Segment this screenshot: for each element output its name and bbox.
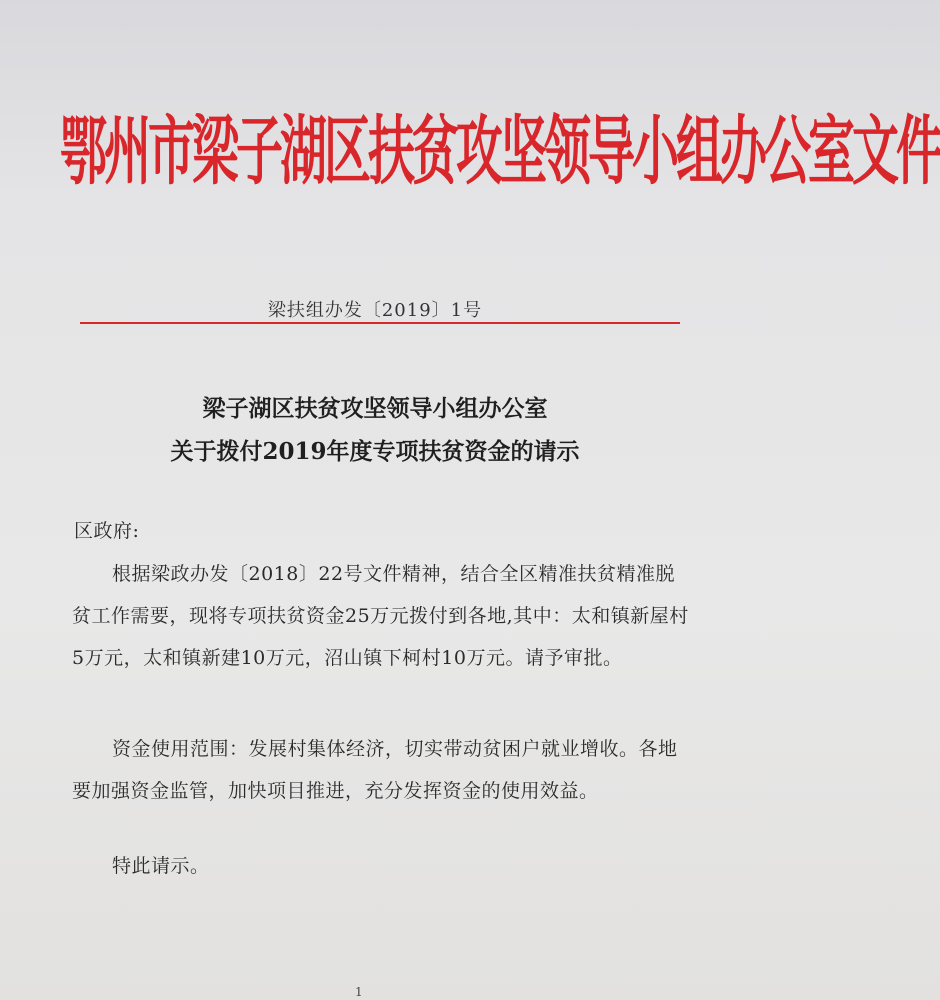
body-paragraph-usage-scope: 资金使用范围：发展村集体经济，切实带动贫困户就业增收。各地要加强资金监管，加快项目推进，充分发挥资金的使用效益。 bbox=[72, 738, 678, 802]
body-paragraph-funding: 根据梁政办发〔2018〕22号文件精神，结合全区精准扶贫精准脱贫工作需要，现将专项扶贫资金25万元拨付到各地,其中：太和镇新屋村5万元，太和镇新建10万元，沼山镇下柯村10万元。请予审批。 bbox=[72, 563, 689, 669]
red-divider-line bbox=[80, 322, 680, 324]
request-title-line-2: 关于拨付2019年度专项扶贫资金的请示 bbox=[170, 438, 580, 465]
document-header-title: 鄂州市梁子湖区扶贫攻坚领导小组办公室文件 bbox=[60, 108, 940, 196]
body-paragraph-closing: 特此请示。 bbox=[112, 855, 210, 877]
document-number: 梁扶组办发〔2019〕1号 bbox=[267, 300, 483, 321]
page-number: 1 bbox=[355, 985, 363, 999]
salutation: 区政府: bbox=[74, 520, 140, 542]
request-title-line-1: 梁子湖区扶贫攻坚领导小组办公室 bbox=[202, 395, 548, 422]
